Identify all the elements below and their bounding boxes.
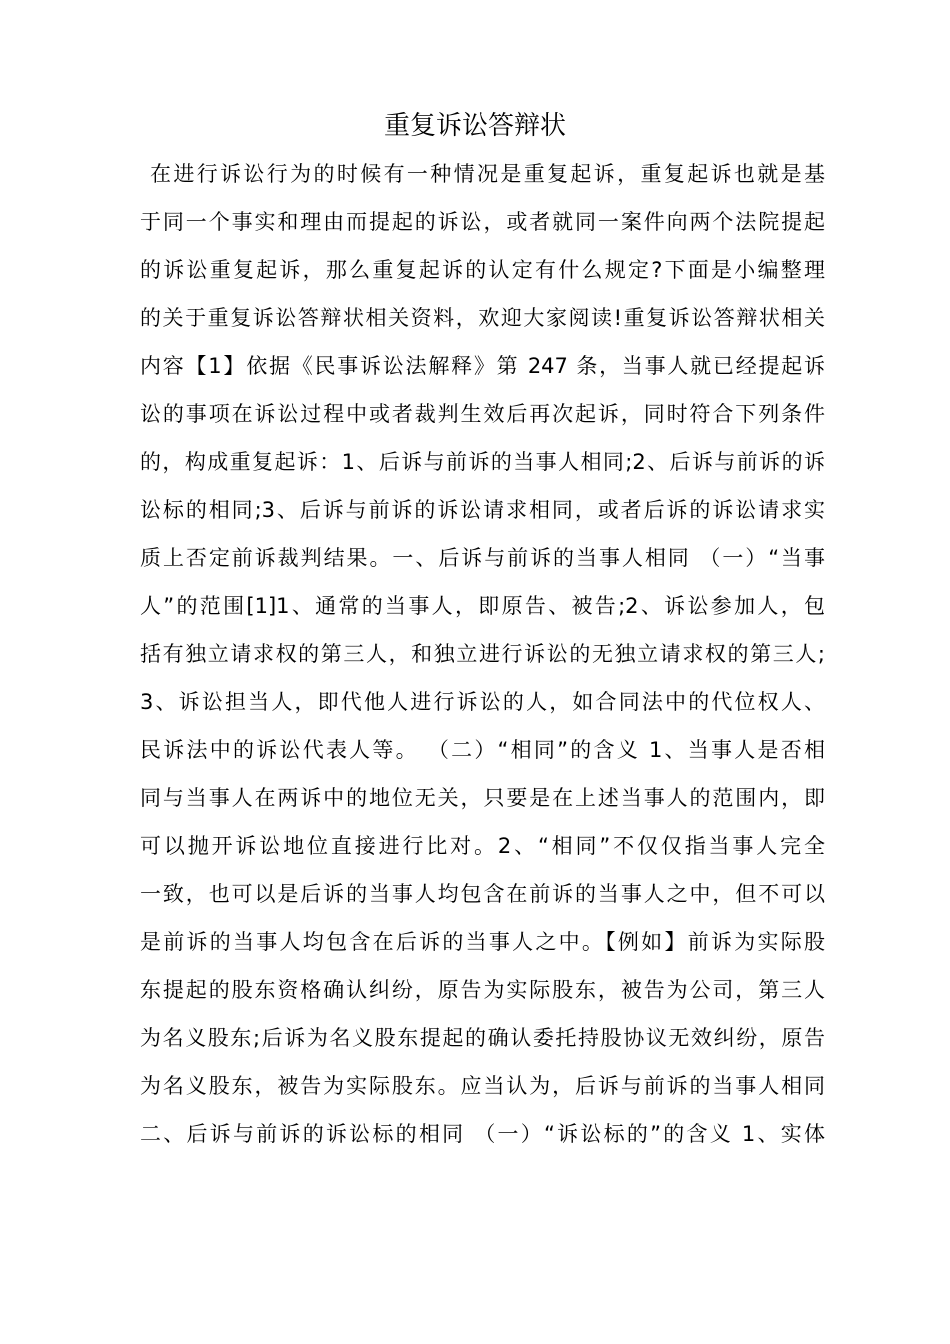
body-line: 讼标的相同;3、后诉与前诉的诉讼请求相同，或者后诉的诉讼请求实 [140, 498, 825, 522]
body-line: 3、诉讼担当人，即代他人进行诉讼的人，如合同法中的代位权人、 [140, 690, 825, 714]
body-line: 讼的事项在诉讼过程中或者裁判生效后再次起诉，同时符合下列条件 [140, 402, 825, 426]
body-line: 二、后诉与前诉的诉讼标的相同 （一）“诉讼标的”的含义 1、实体 [140, 1122, 825, 1146]
body-line: 的，构成重复起诉：1、后诉与前诉的当事人相同;2、后诉与前诉的诉 [140, 450, 825, 474]
body-line: 同与当事人在两诉中的地位无关，只要是在上述当事人的范围内，即 [140, 786, 825, 810]
document-title: 重复诉讼答辩状 [383, 111, 566, 141]
document-body [140, 150, 825, 1158]
body-line: 可以抛开诉讼地位直接进行比对。2、“相同”不仅仅指当事人完全 [140, 834, 825, 858]
body-line: 括有独立请求权的第三人，和独立进行诉讼的无独立请求权的第三人; [140, 642, 825, 666]
body-line: 的诉讼重复起诉，那么重复起诉的认定有什么规定?下面是小编整理 [140, 258, 825, 282]
body-line: 于同一个事实和理由而提起的诉讼，或者就同一案件向两个法院提起 [140, 210, 825, 234]
body-line: 质上否定前诉裁判结果。一、后诉与前诉的当事人相同 （一）“当事 [140, 546, 825, 570]
body-line: 东提起的股东资格确认纠纷，原告为实际股东，被告为公司，第三人 [140, 978, 825, 1002]
body-line: 为名义股东，被告为实际股东。应当认为，后诉与前诉的当事人相同 [140, 1074, 825, 1098]
body-line: 一致，也可以是后诉的当事人均包含在前诉的当事人之中，但不可以 [140, 882, 825, 906]
body-line: 为名义股东;后诉为名义股东提起的确认委托持股协议无效纠纷，原告 [140, 1026, 825, 1050]
body-line: 民诉法中的诉讼代表人等。 （二）“相同”的含义 1、当事人是否相 [140, 738, 825, 762]
body-line: 内容【1】依据《民事诉讼法解释》第 247 条，当事人就已经提起诉 [140, 354, 825, 378]
body-line: 人”的范围[1]1、通常的当事人，即原告、被告;2、诉讼参加人，包 [140, 594, 825, 618]
body-line: 在进行诉讼行为的时候有一种情况是重复起诉，重复起诉也就是基 [150, 162, 825, 186]
body-line: 是前诉的当事人均包含在后诉的当事人之中。【例如】前诉为实际股 [140, 930, 825, 954]
body-line: 的关于重复诉讼答辩状相关资料，欢迎大家阅读!重复诉讼答辩状相关 [140, 306, 825, 330]
